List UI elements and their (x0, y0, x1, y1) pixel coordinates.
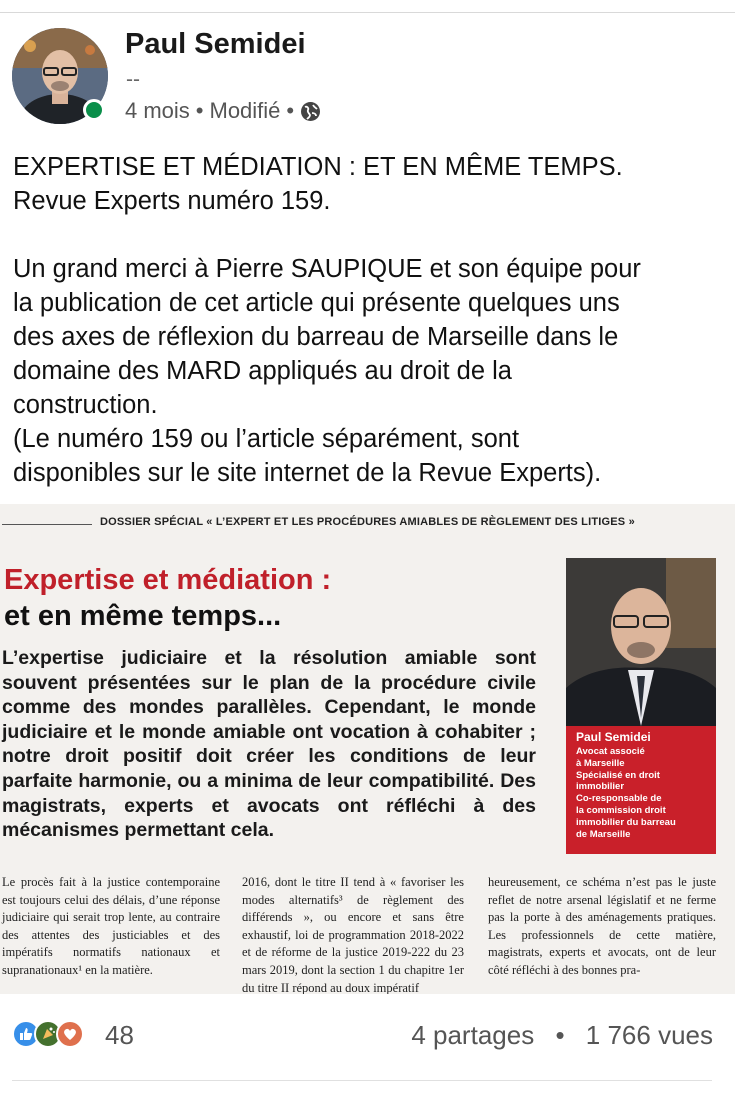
meta-separator: • (286, 98, 295, 123)
shares-count[interactable]: 4 partages (411, 1020, 535, 1050)
post-line: construction. (13, 391, 158, 419)
stats-separator: • (555, 1020, 565, 1050)
post-text (13, 150, 728, 490)
article-title-line2: et en même temps... (4, 600, 282, 632)
article-banner: DOSSIER SPÉCIAL « L’EXPERT ET LES PROCÉDURES AMIABLES DE RÈGLEMENT DES LITIGES » (0, 510, 735, 532)
author-headline: -- (126, 68, 140, 91)
footer-divider (12, 1080, 712, 1081)
author-info-box (566, 726, 716, 854)
article-image[interactable] (0, 504, 735, 994)
article-title-line1: Expertise et médiation : (4, 564, 332, 596)
author-box-name: Paul Semidei (576, 730, 651, 744)
views-count[interactable]: 1 766 vues (585, 1020, 713, 1050)
article-column-2: 2016, dont le titre II tend à « favoriser les modes alternatifs³ de règlement des différends », ou encore et sans être exhaustif, loi de programmation 2018-2022 et de réforme de la justice 2019-222 du 23 mars 2019, dont la section 1 du chapitre 1er du titre II répond au doux impératif (242, 875, 464, 994)
post-stats (411, 1020, 713, 1051)
love-icon (56, 1020, 84, 1048)
post-line: des axes de réflexion du barreau de Marseille dans le (13, 323, 619, 351)
post-line: Un grand merci à Pierre SAUPIQUE et son équipe pour (13, 255, 641, 283)
author-photo (566, 558, 716, 726)
article-title (4, 562, 331, 634)
edited-label: Modifié (209, 98, 281, 123)
top-divider (0, 12, 735, 13)
post-line: disponibles sur le site internet de la Revue Experts). (13, 459, 602, 487)
article-lead: L’expertise judiciaire et la résolution amiable sont souvent présentées sur le plan de la procédure civile comme des mondes parallèles. Cependant, le monde judiciaire et le monde amiable ont vocation à cohabiter ; notre droit positif doit créer les conditions de leur parfaite harmonie, ou a minima de leur compatibilité. Des magistrats, experts et avocats ont réfléchi à des mécanismes permettant cela. (2, 647, 536, 842)
post-line: (Le numéro 159 ou l’article séparément, sont (13, 425, 520, 453)
post-line: Revue Experts numéro 159. (13, 187, 331, 215)
article-column-1: Le procès fait à la justice contemporaine est toujours celui des délais, d’une réponse judiciaire qui serait trop lente, au contraire des attentes des justiciables et des impératifs normatifs nationaux et supranationaux¹ en la matière. (2, 875, 220, 977)
article-column-3: heureusement, ce schéma n’est pas le juste reflet de notre arsenal législatif et ne ferme pas la porte à des aménagements pratiques. Les professionnels de cette matière, magistrats, experts et avocats, ont de leur côté réfléchi à des bonnes pra- (488, 875, 716, 977)
author-box-description: Avocat associé à Marseille Spécialisé en droit immobilier Co-responsable de la commission droit immobilier du barreau de Marseille (576, 746, 676, 840)
post-line: EXPERTISE ET MÉDIATION : ET EN MÊME TEMPS. (13, 153, 623, 181)
post-footer (0, 1000, 735, 1094)
post-line: la publication de cet article qui présente quelques uns (13, 289, 620, 317)
online-status-indicator (83, 99, 105, 121)
reactions-summary[interactable] (12, 1020, 78, 1048)
post-time: 4 mois (125, 98, 190, 123)
author-name[interactable]: Paul Semidei (125, 28, 306, 60)
globe-icon (300, 101, 321, 122)
post-line: domaine des MARD appliqués au droit de la (13, 357, 512, 385)
author-avatar[interactable] (12, 28, 108, 124)
reaction-count[interactable]: 48 (105, 1020, 134, 1050)
post-meta (125, 98, 321, 124)
meta-separator: • (195, 98, 204, 123)
